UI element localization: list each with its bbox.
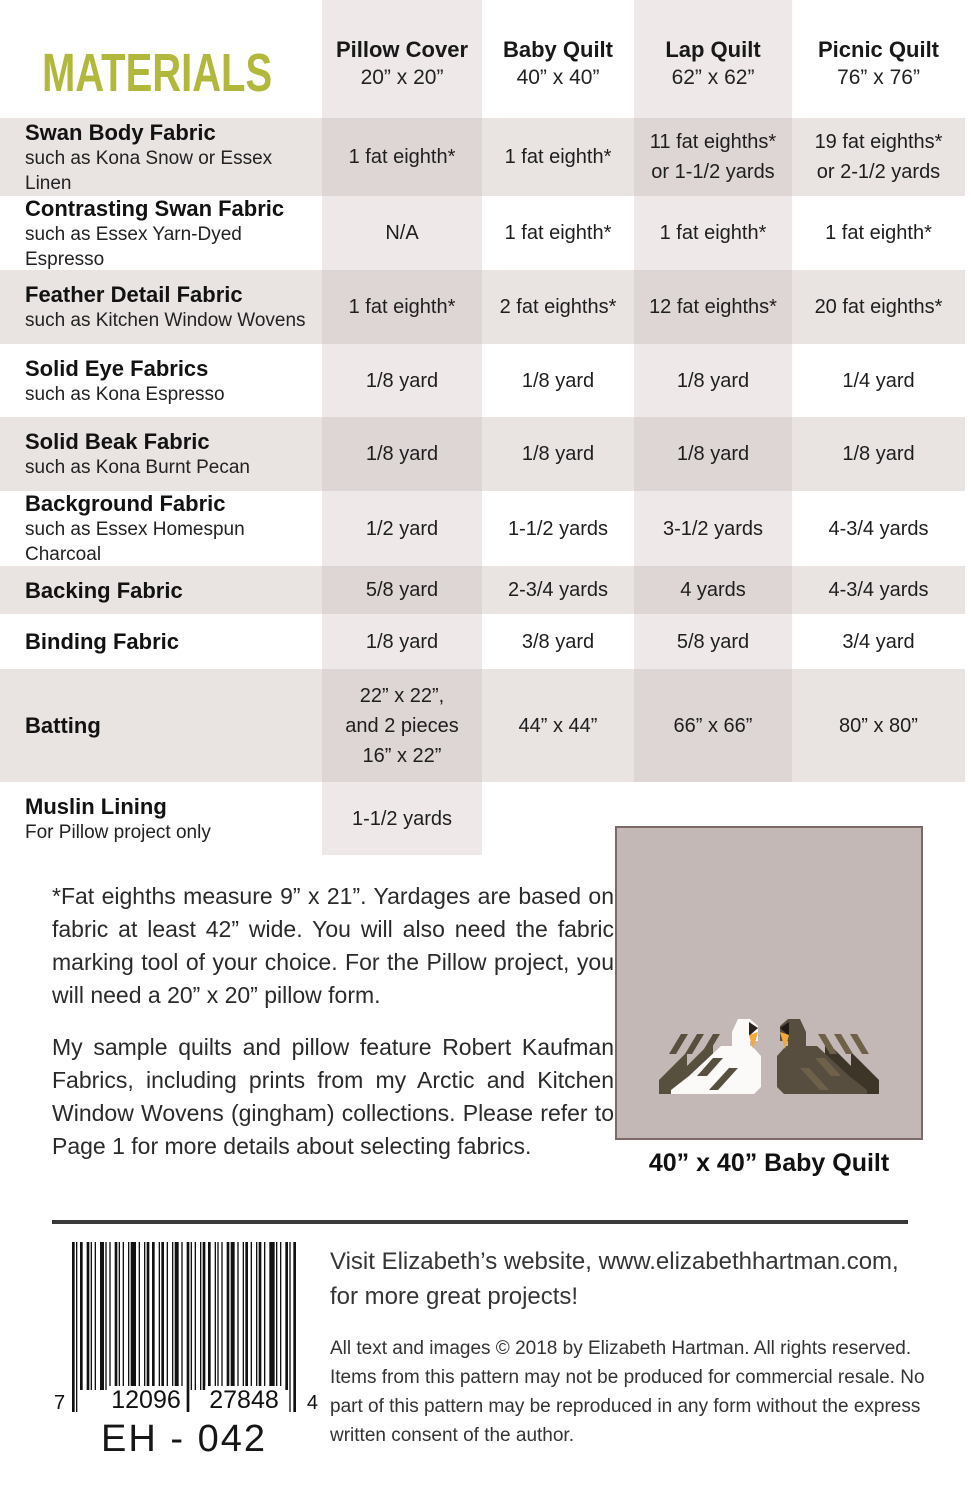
row-label-cell [0, 614, 322, 669]
value-line: N/A [385, 222, 419, 244]
row-label-cell [0, 566, 322, 614]
footer-divider [52, 1220, 908, 1224]
column-name: Lap Quilt [665, 37, 761, 62]
value-line: 3/4 yard [842, 630, 915, 653]
value-cell [634, 614, 792, 669]
value-cell [482, 491, 634, 566]
value-cell [322, 614, 482, 669]
barcode-digit-right: 4 [306, 1392, 318, 1414]
value-line: 1/8 yard [365, 630, 439, 653]
value-line: 20 fat eighths* [814, 296, 943, 318]
footer-text [330, 1244, 970, 1450]
value-cell [792, 270, 965, 344]
fabric-example: For Pillow project only [25, 821, 211, 843]
value-cell [322, 196, 482, 270]
baby-quilt-preview [615, 826, 923, 1178]
value-cell [482, 417, 634, 491]
fabric-example: such as Kona Burnt Pecan [25, 457, 250, 478]
fabric-name: Contrasting Swan Fabric [25, 195, 285, 221]
barcode-block [54, 1242, 318, 1482]
value-cell [792, 417, 965, 491]
value-cell [482, 270, 634, 344]
value-cell [792, 491, 965, 566]
barcode-group-2: 27848 [205, 1386, 283, 1415]
value-line: 1/8 yard [676, 443, 750, 465]
column-size: 62” x 62” [671, 66, 755, 89]
value-cell [322, 118, 482, 196]
value-cell [634, 417, 792, 491]
value-cell [482, 782, 634, 855]
column-name: Baby Quilt [502, 37, 613, 62]
value-line: 4 yards [680, 579, 746, 601]
fabric-example: such as Kona Snow or Essex Linen [25, 147, 273, 194]
value-cell [322, 417, 482, 491]
fabric-example: such as Kitchen Window Wovens [25, 310, 306, 331]
column-name: Pillow Cover [335, 37, 469, 62]
row-label-cell [0, 196, 322, 270]
value-line: 2-3/4 yards [507, 579, 609, 601]
value-cell [792, 566, 965, 614]
row-label-cell [0, 270, 322, 344]
row-label-cell [0, 669, 322, 782]
value-line: 1 fat eighth* [659, 222, 767, 244]
value-line: 1/8 yard [521, 369, 595, 392]
value-line: 1/2 yard [365, 517, 439, 540]
fabric-name: Muslin Lining [25, 793, 167, 819]
value-line: 5/8 yard [676, 630, 750, 653]
value-line: 1/8 yard [365, 443, 439, 465]
value-line: or 2-1/2 yards [816, 161, 941, 183]
value-cell [792, 118, 965, 196]
note-sample-fabrics: My sample quilts and pillow feature Robert Kaufman Fabrics, including prints from my Arctic and Kitchen Window Wovens (gingham) collections. Please refer to Page 1 for more details about selecting fabrics. [52, 1034, 614, 1159]
fabric-name: Batting [25, 713, 101, 738]
value-line: 22” x 22”, [359, 684, 445, 707]
value-cell [482, 566, 634, 614]
row-label-cell [0, 417, 322, 491]
fabric-example: such as Essex Homespun Charcoal [25, 519, 245, 565]
value-line: 1/8 yard [365, 369, 439, 392]
value-line: 1/4 yard [842, 369, 915, 392]
column-header [634, 0, 792, 118]
value-line: 44” x 44” [518, 714, 598, 737]
value-cell [482, 669, 634, 782]
value-line: 4-3/4 yards [828, 579, 929, 601]
value-line: 16” x 22” [362, 744, 442, 767]
value-line: 11 fat eighths* [649, 131, 777, 153]
notes-section [52, 880, 614, 1182]
fabric-name: Feather Detail Fabric [25, 282, 243, 307]
value-line: 80” x 80” [839, 714, 918, 737]
value-cell [634, 196, 792, 270]
fabric-example: such as Essex Yarn-Dyed Espresso [25, 223, 242, 270]
value-cell [634, 491, 792, 566]
value-line: 1 fat eighth* [504, 222, 612, 244]
baby-quilt-image [615, 826, 923, 1140]
row-label-cell [0, 491, 322, 566]
value-line: 1/8 yard [521, 443, 595, 465]
value-line: 1-1/2 yards [351, 807, 453, 830]
value-line: 1 fat eighth* [504, 146, 612, 168]
value-cell [482, 196, 634, 270]
fabric-name: Background Fabric [25, 491, 226, 516]
value-cell [322, 491, 482, 566]
website-note: Visit Elizabeth’s website, www.elizabethhartman.com, for more great projects! [330, 1248, 899, 1310]
barcode-group-1: 12096 [107, 1386, 185, 1415]
value-line: 4-3/4 yards [828, 517, 929, 540]
value-cell [634, 669, 792, 782]
value-cell [792, 669, 965, 782]
row-label-cell [0, 118, 322, 196]
copyright-note: All text and images © 2018 by Elizabeth Hartman. All rights reserved. Items from this pattern may not be produced for commercial resale. No part of this pattern may be reproduced in any form without the express written consent of the author. [330, 1338, 925, 1446]
fabric-example: such as Kona Espresso [25, 383, 225, 405]
value-line: 2 fat eighths* [499, 296, 617, 318]
value-cell [322, 344, 482, 417]
column-size: 20” x 20” [360, 66, 444, 89]
value-cell [634, 118, 792, 196]
value-cell [634, 270, 792, 344]
value-line: 3-1/2 yards [662, 517, 764, 540]
column-size: 40” x 40” [516, 66, 600, 89]
value-line: 1/8 yard [842, 443, 915, 465]
value-line: 1/8 yard [676, 369, 750, 392]
value-line: 1 fat eighth* [348, 146, 456, 168]
value-line: or 1-1/2 yards [651, 161, 775, 183]
value-cell [322, 782, 482, 855]
value-cell [322, 566, 482, 614]
value-line: 1-1/2 yards [507, 517, 609, 540]
barcode-digit-left: 7 [54, 1392, 66, 1414]
pattern-code: EH - 042 [101, 1418, 267, 1460]
value-line: 19 fat eighths* [814, 131, 943, 153]
fabric-name: Backing Fabric [25, 577, 183, 603]
value-cell [482, 118, 634, 196]
note-fat-eighths: *Fat eighths measure 9” x 21”. Yardages are based on fabric at least 42” wide. You will also need the fabric marking tool of your choice. For the Pillow project, you will need a 20” x 20” pillow form. [52, 883, 614, 1008]
value-cell [792, 344, 965, 417]
fabric-name: Swan Body Fabric [25, 119, 216, 145]
value-cell [634, 344, 792, 417]
column-header [482, 0, 634, 118]
value-line: 3/8 yard [521, 630, 595, 653]
value-line: 1 fat eighth* [825, 222, 932, 244]
fabric-name: Solid Eye Fabrics [25, 355, 209, 381]
page-title: MATERIALS [42, 43, 273, 103]
column-name: Picnic Quilt [817, 37, 940, 62]
value-cell [634, 566, 792, 614]
fabric-name: Binding Fabric [25, 629, 179, 654]
column-header [322, 0, 482, 118]
value-cell [792, 614, 965, 669]
column-size: 76” x 76” [837, 66, 920, 89]
row-label-cell [0, 782, 322, 855]
row-label-cell [0, 344, 322, 417]
value-cell [322, 669, 482, 782]
value-cell [792, 196, 965, 270]
value-line: 1 fat eighth* [348, 296, 456, 318]
column-header [792, 0, 965, 118]
value-line: 66” x 66” [673, 714, 753, 737]
value-cell [482, 344, 634, 417]
value-cell [482, 614, 634, 669]
baby-quilt-caption: 40” x 40” Baby Quilt [648, 1149, 890, 1177]
value-line: and 2 pieces [345, 714, 459, 737]
fabric-name: Solid Beak Fabric [25, 429, 210, 454]
value-line: 12 fat eighths* [649, 296, 777, 318]
value-cell [322, 270, 482, 344]
value-line: 5/8 yard [365, 579, 439, 601]
